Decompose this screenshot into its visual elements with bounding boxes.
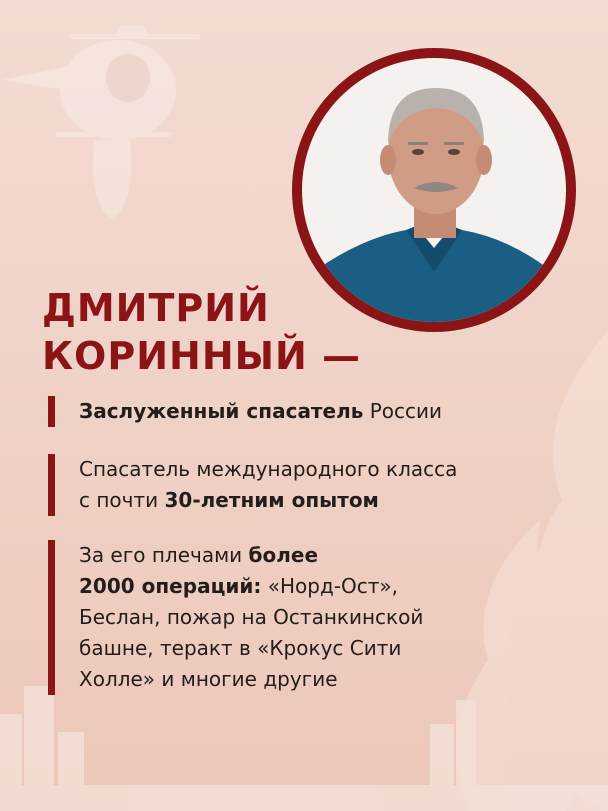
fact-operations-line3: Беслан, пожар на Останкинской xyxy=(79,605,424,629)
fact-operations-line1 xyxy=(79,540,423,571)
fact-item-operations xyxy=(48,540,423,695)
name-line-first: ДМИТРИЙ xyxy=(42,286,270,330)
fact-operations-line2 xyxy=(79,571,423,602)
fact-experience-line1: Спасатель международного класса xyxy=(79,457,458,481)
fact-title-bold: Заслуженный спасатель xyxy=(79,399,364,423)
fact-item-experience xyxy=(48,454,457,516)
name-line-last: КОРИННЫЙ — xyxy=(42,334,362,378)
fact-experience-bold: 30-летним опытом xyxy=(164,488,379,512)
flame-icon xyxy=(457,330,608,811)
fact-title-text: России xyxy=(363,399,443,423)
fact-operations-bold2: 2000 операций: xyxy=(79,574,262,598)
fact-operations-line5: Холле» и многие другие xyxy=(79,667,338,691)
fact-operations-bold1: более xyxy=(248,543,319,567)
fact-item-title xyxy=(48,396,442,427)
portrait-photo xyxy=(302,58,566,322)
fact-operations-line4: башне, теракт в «Крокус Сити xyxy=(79,636,402,660)
fact-experience-prefix: с почти xyxy=(79,488,165,512)
person-name xyxy=(42,284,361,380)
fact-operations-prefix: За его плечами xyxy=(79,543,249,567)
fact-experience-line2 xyxy=(79,485,457,516)
fact-operations-after: «Норд-Ост», xyxy=(261,574,399,598)
helicopter-icon xyxy=(2,26,200,218)
